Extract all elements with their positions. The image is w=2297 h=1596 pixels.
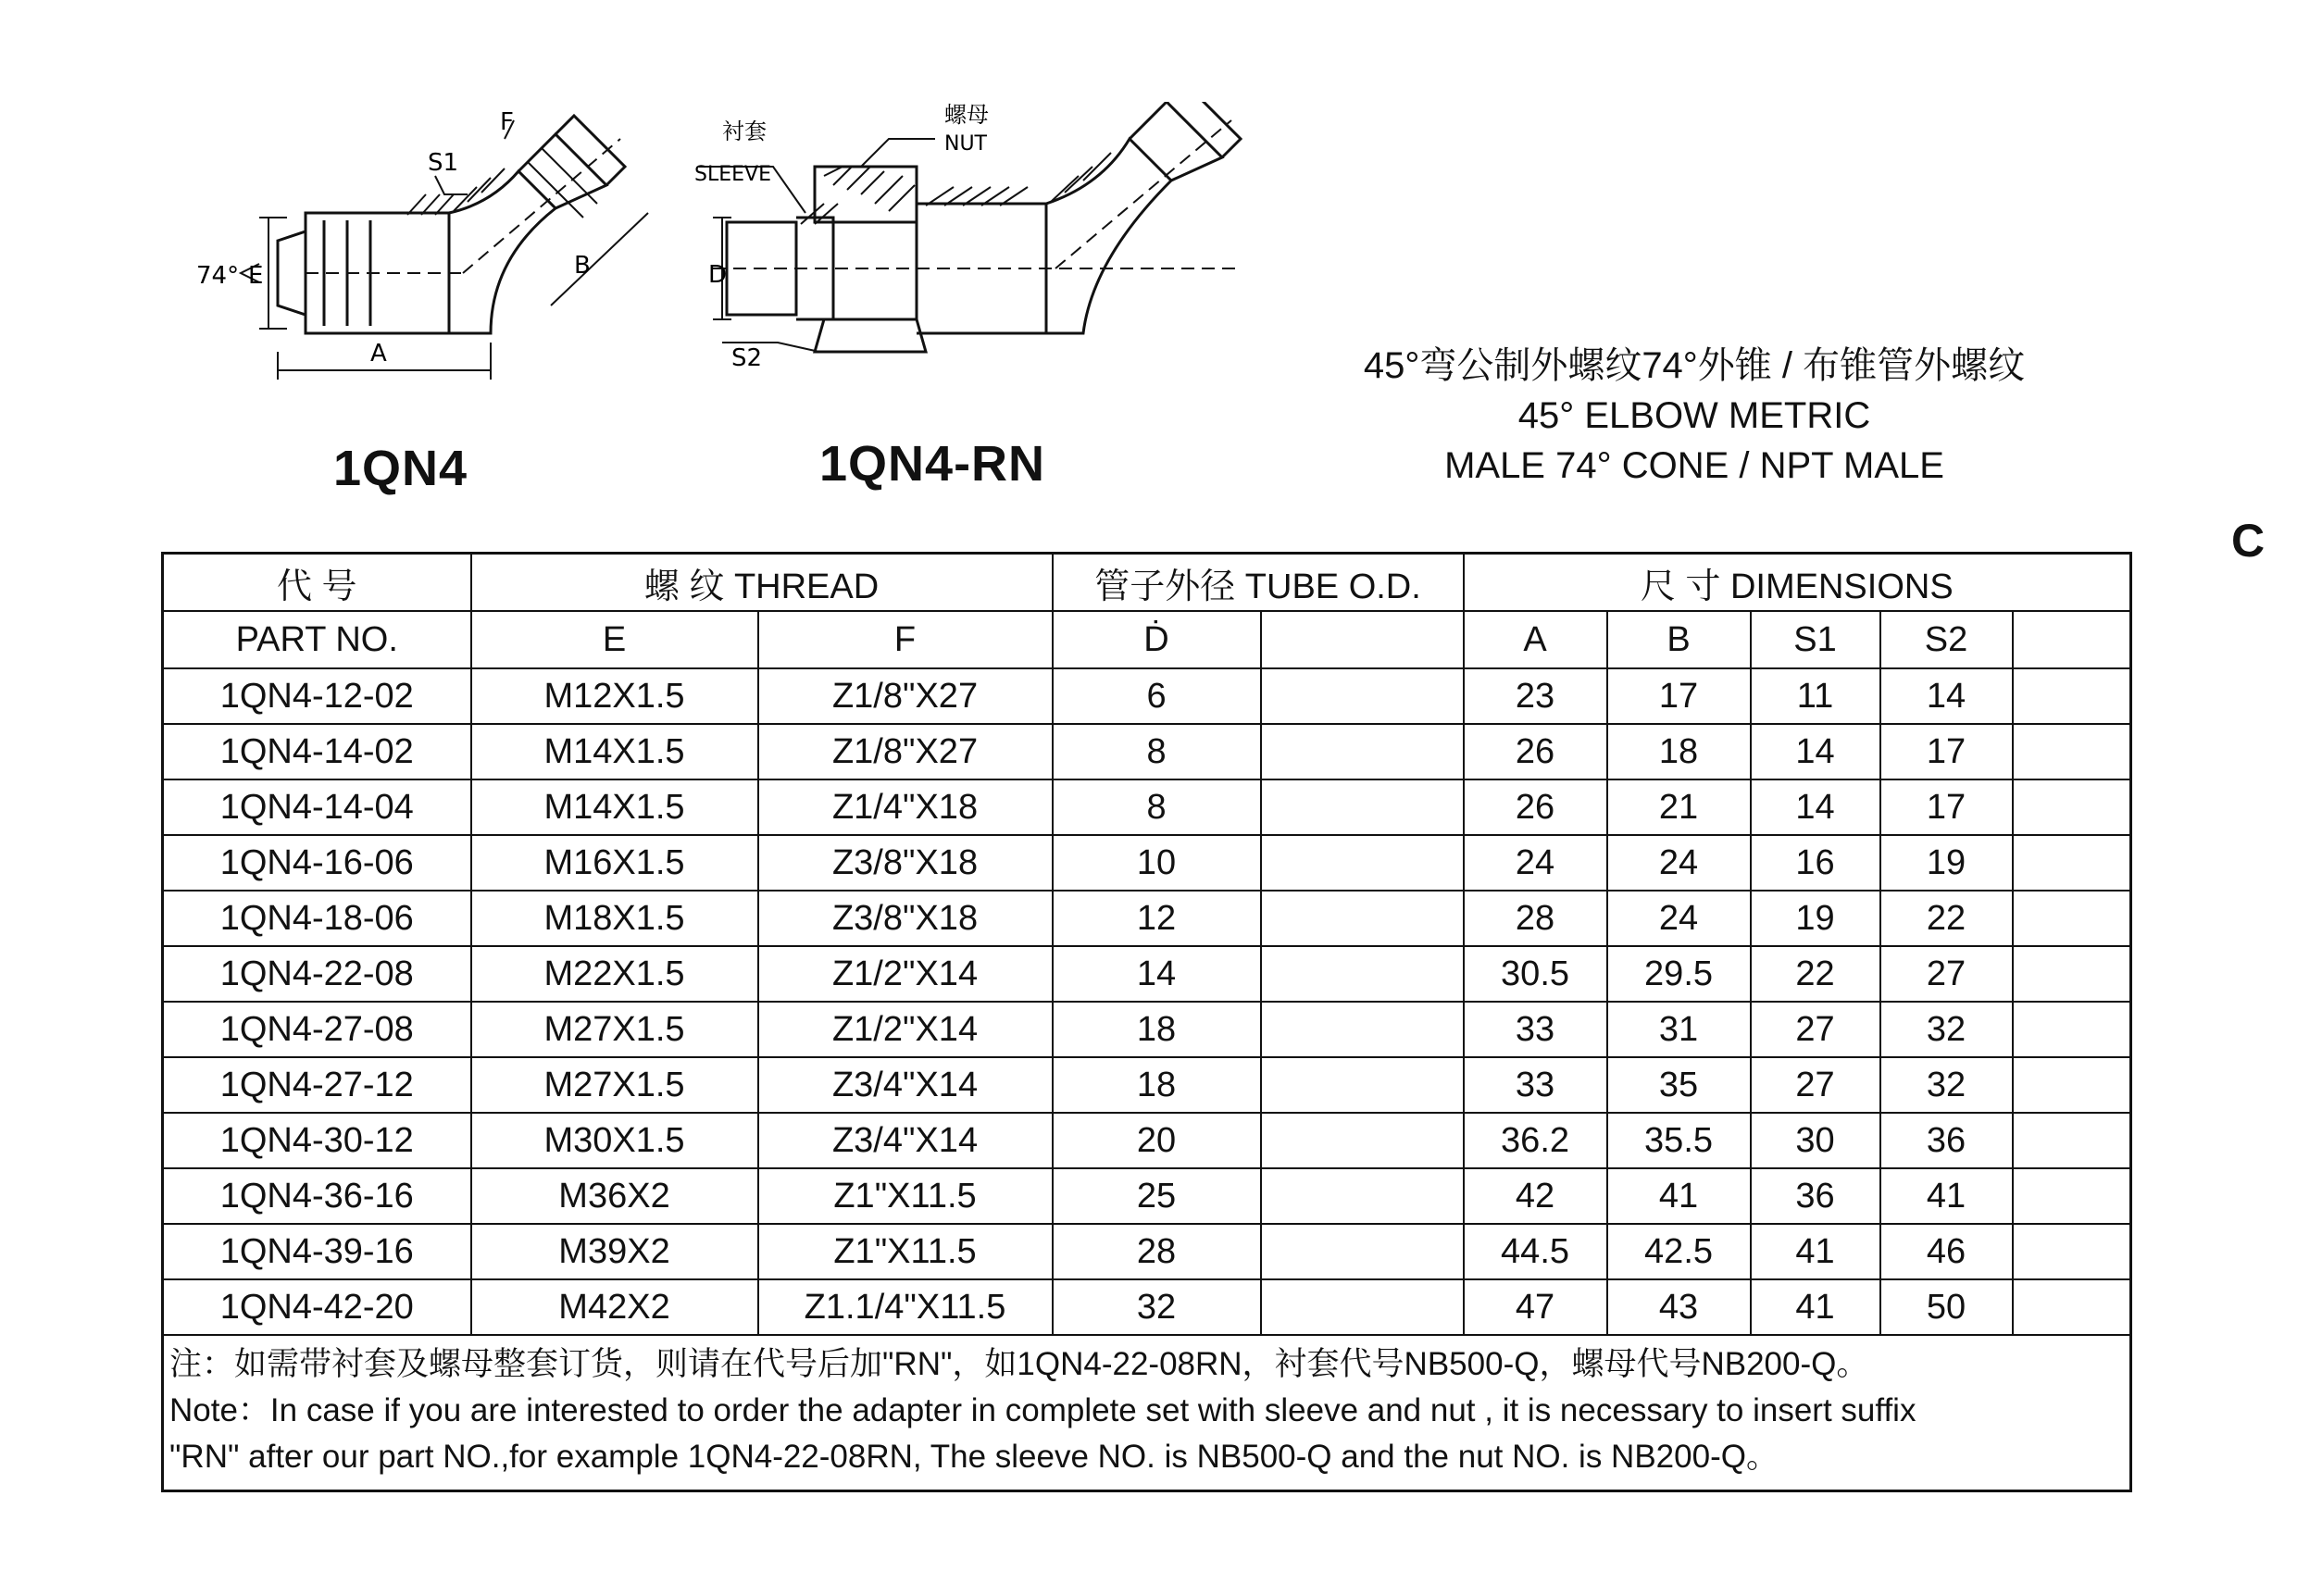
note-en-line1: Note：In case if you are interested to order the adapter in complete set with sleeve and nut , it is necessary to insert suffix — [169, 1392, 1916, 1428]
cell-thread-f: Z1/4"X18 — [758, 779, 1053, 835]
cell-tube-d: 25 — [1053, 1168, 1261, 1224]
cell-s1: 41 — [1751, 1279, 1880, 1335]
cell-b: 41 — [1607, 1168, 1751, 1224]
cell-thread-e: M16X1.5 — [471, 835, 758, 891]
cell-thread-e: M39X2 — [471, 1224, 758, 1279]
cell-blank — [2013, 668, 2131, 724]
cell-thread-e: M30X1.5 — [471, 1113, 758, 1168]
cell-b: 43 — [1607, 1279, 1751, 1335]
cone-angle-label: 74° — [196, 262, 240, 290]
cell-blank — [1261, 668, 1464, 724]
dim-label-a: A — [370, 340, 387, 368]
cell-blank — [2013, 1224, 2131, 1279]
dim-label-e: E — [248, 262, 264, 290]
cell-s2: 32 — [1880, 1057, 2013, 1113]
cell-part-no: 1QN4-22-08 — [163, 946, 471, 1002]
cell-tube-d: 28 — [1053, 1224, 1261, 1279]
cell-s1: 16 — [1751, 835, 1880, 891]
table-row — [163, 1057, 2131, 1113]
cell-a: 26 — [1464, 724, 1607, 779]
header-e: E — [471, 611, 758, 668]
cell-blank — [1261, 1002, 1464, 1057]
header-dimensions: 尺 寸 DIMENSIONS — [1464, 554, 2131, 612]
cell-part-no: 1QN4-36-16 — [163, 1168, 471, 1224]
cell-s1: 41 — [1751, 1224, 1880, 1279]
cell-tube-d: 18 — [1053, 1002, 1261, 1057]
cell-s1: 14 — [1751, 779, 1880, 835]
cell-thread-f: Z1.1/4"X11.5 — [758, 1279, 1053, 1335]
cell-blank — [2013, 1279, 2131, 1335]
cell-part-no: 1QN4-16-06 — [163, 835, 471, 891]
cell-thread-f: Z1"X11.5 — [758, 1224, 1053, 1279]
cell-blank — [1261, 779, 1464, 835]
cell-tube-d: 32 — [1053, 1279, 1261, 1335]
cell-tube-d: 12 — [1053, 891, 1261, 946]
cell-blank — [2013, 779, 2131, 835]
cell-s2: 17 — [1880, 779, 2013, 835]
cell-b: 24 — [1607, 835, 1751, 891]
header-blank — [1261, 611, 1464, 668]
dim-label-s1: S1 — [428, 149, 459, 177]
cell-part-no: 1QN4-27-08 — [163, 1002, 471, 1057]
product-title-block — [1305, 341, 2083, 491]
cell-b: 42.5 — [1607, 1224, 1751, 1279]
cell-s1: 27 — [1751, 1002, 1880, 1057]
cell-part-no: 1QN4-14-02 — [163, 724, 471, 779]
cell-thread-f: Z3/8"X18 — [758, 835, 1053, 891]
cell-b: 18 — [1607, 724, 1751, 779]
cell-part-no: 1QN4-27-12 — [163, 1057, 471, 1113]
cell-s1: 27 — [1751, 1057, 1880, 1113]
cell-blank — [1261, 835, 1464, 891]
cell-a: 28 — [1464, 891, 1607, 946]
cell-thread-f: Z1"X11.5 — [758, 1168, 1053, 1224]
cell-thread-f: Z3/4"X14 — [758, 1057, 1053, 1113]
cell-a: 44.5 — [1464, 1224, 1607, 1279]
cell-blank — [1261, 1057, 1464, 1113]
cell-a: 33 — [1464, 1002, 1607, 1057]
dim-label-f: F — [500, 108, 514, 136]
cell-s2: 46 — [1880, 1224, 2013, 1279]
cell-s1: 14 — [1751, 724, 1880, 779]
cell-s1: 22 — [1751, 946, 1880, 1002]
cell-thread-e: M42X2 — [471, 1279, 758, 1335]
header-s1: S1 — [1751, 611, 1880, 668]
cell-blank — [2013, 946, 2131, 1002]
cell-blank — [1261, 1224, 1464, 1279]
cell-tube-d: 8 — [1053, 724, 1261, 779]
cell-s2: 17 — [1880, 724, 2013, 779]
nut-label-cn: 螺母 — [944, 102, 989, 128]
cell-part-no: 1QN4-14-04 — [163, 779, 471, 835]
cell-part-no: 1QN4-18-06 — [163, 891, 471, 946]
model-name-1qn4: 1QN4 — [333, 441, 468, 496]
cell-thread-e: M27X1.5 — [471, 1057, 758, 1113]
table-row — [163, 946, 2131, 1002]
cell-tube-d: 14 — [1053, 946, 1261, 1002]
cell-tube-d: 10 — [1053, 835, 1261, 891]
dim-label-d: D — [708, 261, 728, 289]
cell-blank — [1261, 1279, 1464, 1335]
cell-thread-e: M14X1.5 — [471, 779, 758, 835]
cell-b: 35.5 — [1607, 1113, 1751, 1168]
table-row — [163, 1279, 2131, 1335]
section-letter: C — [2231, 515, 2266, 567]
cell-s1: 36 — [1751, 1168, 1880, 1224]
cell-part-no: 1QN4-12-02 — [163, 668, 471, 724]
cell-b: 21 — [1607, 779, 1751, 835]
header-a: A — [1464, 611, 1607, 668]
cell-b: 31 — [1607, 1002, 1751, 1057]
table-row — [163, 891, 2131, 946]
dim-label-b: B — [574, 252, 591, 280]
header-thread: 螺 纹 THREAD — [471, 554, 1053, 612]
cell-s2: 41 — [1880, 1168, 2013, 1224]
cell-blank — [2013, 1002, 2131, 1057]
cell-blank — [2013, 724, 2131, 779]
cell-s2: 36 — [1880, 1113, 2013, 1168]
cell-s2: 32 — [1880, 1002, 2013, 1057]
header-b: B — [1607, 611, 1751, 668]
cell-s2: 27 — [1880, 946, 2013, 1002]
table-row — [163, 835, 2131, 891]
sleeve-label-cn: 衬套 — [722, 118, 767, 144]
header-blank-2 — [2013, 611, 2131, 668]
cell-s1: 30 — [1751, 1113, 1880, 1168]
header-part-en: PART NO. — [163, 611, 471, 668]
cell-thread-e: M14X1.5 — [471, 724, 758, 779]
cell-a: 47 — [1464, 1279, 1607, 1335]
dim-label-s2: S2 — [731, 344, 763, 372]
cell-thread-f: Z1/2"X14 — [758, 1002, 1053, 1057]
cell-b: 24 — [1607, 891, 1751, 946]
header-part-cn: 代 号 — [163, 554, 471, 612]
cell-tube-d: 8 — [1053, 779, 1261, 835]
cell-tube-d: 6 — [1053, 668, 1261, 724]
ordering-note — [163, 1335, 2131, 1491]
table-row — [163, 1113, 2131, 1168]
cell-blank — [1261, 724, 1464, 779]
note-en-line2: "RN" after our part NO.,for example 1QN4-22-08RN, The sleeve NO. is NB500-Q and the nut NO. is NB200-Q。 — [169, 1439, 1779, 1475]
cell-thread-f: Z1/8"X27 — [758, 724, 1053, 779]
cell-s1: 19 — [1751, 891, 1880, 946]
fitting-drawing-1qn4 — [185, 102, 667, 398]
cell-blank — [1261, 1168, 1464, 1224]
cell-s2: 14 — [1880, 668, 2013, 724]
cell-b: 35 — [1607, 1057, 1751, 1113]
sleeve-label-en: SLEEVE — [694, 163, 771, 186]
spec-table — [161, 552, 2132, 1492]
cell-a: 36.2 — [1464, 1113, 1607, 1168]
header-tube-od: 管子外径 TUBE O.D. — [1053, 554, 1464, 612]
cell-s2: 50 — [1880, 1279, 2013, 1335]
cell-tube-d: 18 — [1053, 1057, 1261, 1113]
note-cn: 注：如需带衬套及螺母整套订货，则请在代号后加"RN"，如1QN4-22-08RN，衬套代号NB500-Q，螺母代号NB200-Q。 — [169, 1346, 1869, 1382]
cell-a: 30.5 — [1464, 946, 1607, 1002]
cell-a: 33 — [1464, 1057, 1607, 1113]
cell-b: 17 — [1607, 668, 1751, 724]
cell-thread-e: M18X1.5 — [471, 891, 758, 946]
cell-blank — [2013, 891, 2131, 946]
cell-blank — [1261, 946, 1464, 1002]
title-cn: 45°弯公制外螺纹74°外锥 / 布锥管外螺纹 — [1363, 345, 2026, 386]
cell-thread-f: Z1/8"X27 — [758, 668, 1053, 724]
cell-b: 29.5 — [1607, 946, 1751, 1002]
table-row — [163, 1224, 2131, 1279]
header-s2: S2 — [1880, 611, 2013, 668]
cell-blank — [1261, 1113, 1464, 1168]
cell-a: 26 — [1464, 779, 1607, 835]
cell-s2: 19 — [1880, 835, 2013, 891]
header-d: Ḋ — [1053, 611, 1261, 668]
cell-part-no: 1QN4-42-20 — [163, 1279, 471, 1335]
fitting-drawing-1qn4-rn — [685, 102, 1259, 380]
cell-thread-f: Z1/2"X14 — [758, 946, 1053, 1002]
cell-blank — [2013, 835, 2131, 891]
cell-thread-e: M36X2 — [471, 1168, 758, 1224]
cell-s1: 11 — [1751, 668, 1880, 724]
cell-s2: 22 — [1880, 891, 2013, 946]
cell-tube-d: 20 — [1053, 1113, 1261, 1168]
cell-part-no: 1QN4-30-12 — [163, 1113, 471, 1168]
table-row — [163, 1168, 2131, 1224]
cell-thread-e: M12X1.5 — [471, 668, 758, 724]
cell-blank — [1261, 891, 1464, 946]
cell-part-no: 1QN4-39-16 — [163, 1224, 471, 1279]
cell-a: 23 — [1464, 668, 1607, 724]
cell-blank — [2013, 1057, 2131, 1113]
title-en-line1: 45° ELBOW METRIC — [1517, 395, 1871, 436]
note-row — [163, 1335, 2131, 1491]
header-f: F — [758, 611, 1053, 668]
model-name-1qn4-rn: 1QN4-RN — [819, 436, 1046, 492]
cell-thread-f: Z3/4"X14 — [758, 1113, 1053, 1168]
table-row — [163, 779, 2131, 835]
nut-label-en: NUT — [944, 132, 987, 156]
table-row — [163, 668, 2131, 724]
cell-a: 42 — [1464, 1168, 1607, 1224]
cell-thread-e: M27X1.5 — [471, 1002, 758, 1057]
cell-a: 24 — [1464, 835, 1607, 891]
cell-blank — [2013, 1168, 2131, 1224]
cell-blank — [2013, 1113, 2131, 1168]
cell-thread-e: M22X1.5 — [471, 946, 758, 1002]
table-row — [163, 724, 2131, 779]
cell-thread-f: Z3/8"X18 — [758, 891, 1053, 946]
title-en-line2: MALE 74° CONE / NPT MALE — [1444, 445, 1944, 486]
table-row — [163, 1002, 2131, 1057]
